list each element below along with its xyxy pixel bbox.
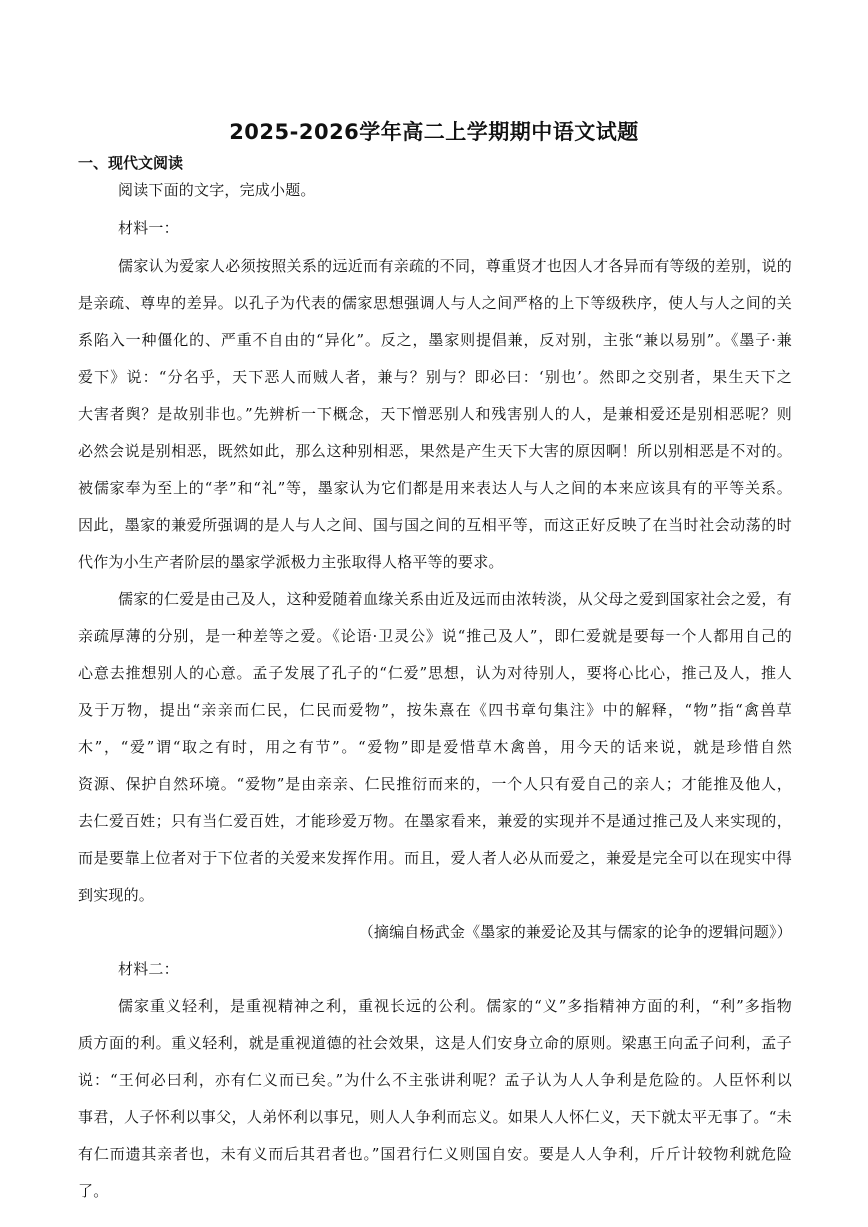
paragraph-line: 木”，“爱”谓“取之有时，用之有节”。“爱物”即是爱惜草木禽兽，用今天的话来说，就是珍惜自然 [78,738,792,756]
paragraph-line: 去仁爱百姓；只有当仁爱百姓，才能珍爱万物。在墨家看来，兼爱的实现并不是通过推己及人来实现的， [78,812,792,830]
paragraph-line: 亲疏厚薄的分别，是一种差等之爱。《论语·卫灵公》说“推己及人”，即仁爱就是要每一个人都用自己的 [78,627,792,645]
paragraph-line: 大害者舆？是故别非也。”先辨析一下概念，天下憎恶别人和残害别人的人，是兼相爱还是别相恶呢？则 [78,405,792,423]
paragraph-line: 儒家重义轻利，是重视精神之利，重视长远的公利。儒家的“义”多指精神方面的利，“利”多指物 [118,997,792,1015]
paragraph-line: 系陷入一种僵化的、严重不自由的“异化”。反之，墨家则提倡兼，反对别，主张“兼以易别”。《墨子·兼 [78,331,792,349]
paragraph-line: 儒家认为爱家人必须按照关系的远近而有亲疏的不同，尊重贤才也因人才各异而有等级的差别，说的 [118,257,792,275]
paragraph-line: 儒家的仁爱是由己及人，这种爱随着血缘关系由近及远而由浓转淡，从父母之爱到国家社会之爱，有 [118,590,792,608]
material1-label: 材料一： [118,219,179,237]
paragraph-line: 到实现的。 [78,886,155,904]
paragraph-line: 而是要靠上位者对于下位者的关爱来发挥作用。而且，爱人者人必从而爱之，兼爱是完全可以在现实中得 [78,849,792,867]
paragraph-line: 有仁而遗其亲者也，未有义而后其君者也。”国君行仁义则国自安。要是人人争利，斤斤计较物利就危险 [78,1145,792,1163]
paragraph-line: 因此，墨家的兼爱所强调的是人与人之间、国与国之间的互相平等，而这正好反映了在当时社会动荡的时 [78,516,792,534]
paragraph-line: 了。 [78,1182,109,1200]
paragraph-line: 爱下》说：“分名乎，天下恶人而贼人者，兼与？别与？即必曰：‘别也’。然即之交别者，果生天下之 [78,368,792,386]
instruction-text: 阅读下面的文字，完成小题。 [118,181,316,199]
source-citation: （摘编自杨武金《墨家的兼爱论及其与儒家的论争的逻辑问题》） [358,923,792,941]
paragraph-line: 心意去推想别人的心意。孟子发展了孔子的“仁爱”思想，认为对待别人，要将心比心，推己及人，推人 [78,664,792,682]
paragraph-line: 资源、保护自然环境。“爱物”是由亲亲、仁民推衍而来的，一个人只有爱自己的亲人；才能推及他人， [78,775,792,793]
material2-label: 材料二： [118,960,179,978]
paragraph-line: 说：“王何必曰利，亦有仁义而已矣。”为什么不主张讲利呢？孟子认为人人争利是危险的。人臣怀利以 [78,1071,792,1089]
section-heading: 一、现代文阅读 [78,154,184,172]
paragraph-line: 事君，人子怀利以事父，人弟怀利以事兄，则人人争利而忘义。如果人人怀仁义，天下就太平无事了。“未 [78,1108,792,1126]
paragraph-line: 是亲疏、尊卑的差异。以孔子为代表的儒家思想强调人与人之间严格的上下等级秩序，使人与人之间的关 [78,294,792,312]
paragraph-line: 必然会说是别相恶，既然如此，那么这种别相恶，果然是产生天下大害的原因啊！所以别相恶是不对的。 [78,442,792,460]
page-title: 2025-2026学年高二上学期期中语文试题 [229,120,639,144]
paragraph-line: 被儒家奉为至上的“孝”和“礼”等，墨家认为它们都是用来表达人与人之间的本来应该具有的平等关系。 [78,479,792,497]
paragraph-line: 质方面的利。重义轻利，就是重视道德的社会效果，这是人们安身立命的原则。梁惠王向孟子问利，孟子 [78,1034,792,1052]
paragraph-line: 及于万物，提出“亲亲而仁民，仁民而爱物”，按朱熹在《四书章句集注》中的解释，“物”指“禽兽草 [78,701,792,719]
paragraph-line: 代作为小生产者阶层的墨家学派极力主张取得人格平等的要求。 [78,553,504,571]
